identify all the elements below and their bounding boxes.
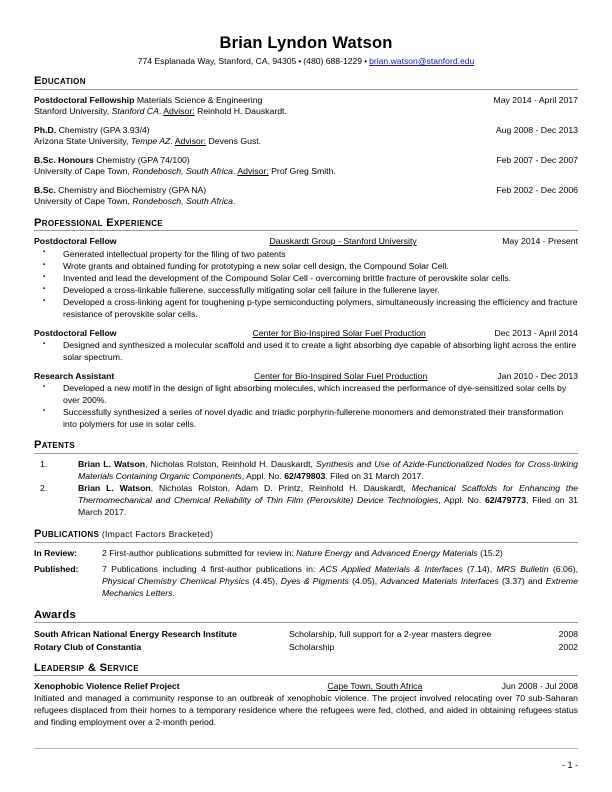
- education-entry-header: [34, 125, 578, 137]
- section-heading-patents: Patents: [34, 439, 578, 454]
- project-title: Xenophobic Violence Relief Project: [34, 681, 180, 692]
- experience-entry-header: [34, 328, 578, 340]
- list-item: ▪ Generated intellectual property for the filing of two patents: [34, 249, 578, 261]
- job-title: Postdoctoral Fellow: [34, 236, 117, 247]
- list-item: [34, 483, 578, 519]
- education-dates: Aug 2008 - Dec 2013: [495, 124, 578, 135]
- award-year: 2002: [558, 641, 578, 652]
- degree-name: Ph.D.: [34, 124, 57, 135]
- list-item: ▪ Developed a cross-linkable fullerene, successfully mitigating solar cell failure in the fullerene layer.: [34, 285, 578, 297]
- award-organization: Rotary Club of Constantia: [34, 641, 142, 652]
- job-dates: May 2014 - Present: [502, 236, 578, 247]
- patent-appl-label: , Appl. No.: [241, 470, 285, 481]
- phone-text: (480) 688-1229: [303, 56, 363, 66]
- job-title: Postdoctoral Fellow: [34, 327, 117, 338]
- patent-title: Mechanical Scaffolds for Enhancing the Thermomechanical and Chemical Reliability of Thin Film (Perovskite) Device Technologies: [78, 483, 578, 506]
- award-organization: South African National Energy Research Institute: [34, 629, 237, 640]
- journal-name: Advanced Energy Materials: [371, 547, 478, 558]
- experience-entry-header: [34, 236, 578, 248]
- institution-location: Rondebosch, South Africa: [132, 166, 233, 177]
- bullet-separator-icon: •: [298, 56, 302, 66]
- publication-detail: [102, 564, 578, 599]
- publication-row: [34, 548, 578, 560]
- patent-filed-date: , Filed on 31 March 2017.: [78, 495, 578, 518]
- section-heading-publications: [34, 528, 578, 543]
- institution-name: Arizona State University,: [34, 136, 131, 147]
- education-dates: May 2014 - April 2017: [493, 94, 578, 105]
- job-organization: Center for Bio-Inspired Solar Fuel Production: [253, 370, 428, 381]
- page-title: Brian Lyndon Watson: [219, 34, 393, 52]
- institution-tail: .: [170, 136, 175, 147]
- section-heading-leadership: Leadersip & Service: [34, 662, 578, 677]
- table-row: [34, 628, 578, 640]
- journal-name: Extreme Mechanics Letters: [102, 576, 579, 599]
- institution-tail: .: [232, 166, 238, 177]
- education-institution-line: [34, 136, 578, 147]
- patent-appl-label: , Appl. No.: [438, 495, 485, 506]
- degree-name: B.Sc.: [34, 184, 56, 195]
- publication-prefix: 7 Publications including 4 first-author publications in:: [102, 564, 320, 575]
- education-dates: Feb 2002 - Dec 2006: [496, 184, 578, 195]
- journal-name: MRS Bulletin: [496, 564, 549, 575]
- job-dates: Jan 2010 - Dec 2013: [497, 370, 578, 381]
- publication-detail: [102, 548, 578, 560]
- job-bullet-list: [34, 383, 578, 430]
- list-item: ▪ Invented and lead the development of the Compound Solar Cell - overcoming brittle fracture of perovskite solar cells.: [34, 273, 578, 285]
- publications-heading-text: Publications: [34, 528, 100, 540]
- table-row: [34, 641, 578, 653]
- job-dates: Dec 2013 - April 2014: [494, 327, 578, 338]
- awards-heading-text: Awards: [34, 608, 77, 621]
- experience-list: [34, 236, 578, 430]
- degree-field: Chemistry (GPA 3.93/4): [56, 124, 150, 135]
- journal-name: Nature Energy: [296, 547, 353, 558]
- email-link[interactable]: brian.watson@stanford.edu: [369, 56, 475, 66]
- job-bullet-list: [34, 249, 578, 321]
- publication-row: [34, 564, 578, 599]
- education-entry: [34, 95, 578, 118]
- education-degree-line: [34, 125, 496, 137]
- education-entry-header: [34, 185, 578, 197]
- list-item: ▪ Wrote grants and obtained funding for prototyping a new solar cell design, the Compound Solar Cell.: [34, 261, 578, 273]
- award-year: 2008: [558, 629, 578, 640]
- advisor-label: Advisor:: [163, 106, 195, 117]
- advisor-label: Advisor:: [237, 166, 269, 177]
- education-entry: [34, 125, 578, 148]
- institution-tail: .: [232, 196, 236, 207]
- impact-factor: (4.45),: [249, 576, 281, 587]
- page-number: - 1 -: [561, 760, 578, 770]
- education-entry: [34, 155, 578, 178]
- job-title: Research Assistant: [34, 370, 115, 381]
- education-degree-line: [34, 95, 493, 107]
- institution-tail: .: [158, 106, 164, 117]
- awards-list: [34, 628, 578, 652]
- publication-status-label: In Review:: [34, 547, 77, 558]
- project-location: Cape Town, South Africa: [327, 681, 423, 692]
- experience-entry: [34, 236, 578, 321]
- patent-application-number: 62/479773: [484, 495, 527, 506]
- address-text: 774 Esplanada Way, Stanford, CA, 94305: [137, 56, 297, 66]
- patent-coauthors: , Nicholas Rolston, Adam D. Printz, Reinhold H. Dauskardt,: [150, 483, 412, 494]
- patent-number: 2.: [40, 483, 48, 494]
- experience-entry: [34, 328, 578, 364]
- impact-factor: (3.37) and: [498, 576, 546, 587]
- education-institution-line: [34, 166, 578, 177]
- degree-field: Chemistry (GPA 74/100): [93, 154, 190, 165]
- patent-title: Synthesis and Use of Azide-Functionalized Nodes for Cross-linking Materials Containing Organic Components: [78, 458, 578, 481]
- job-organization: Center for Bio-Inspired Solar Fuel Production: [252, 327, 426, 338]
- institution-location: Tempe AZ: [130, 136, 171, 147]
- project-dates: Jun 2008 - Jul 2008: [501, 681, 578, 692]
- footer-divider: [34, 748, 578, 749]
- impact-factor: (15.2): [477, 547, 503, 558]
- degree-field: Materials Science & Engineering: [134, 94, 263, 105]
- publication-prefix: 2 First-author publications submitted for review in:: [102, 547, 297, 558]
- education-dates: Feb 2007 - Dec 2007: [496, 154, 578, 165]
- journal-joiner: and: [352, 547, 372, 558]
- patent-number: 1.: [40, 458, 48, 469]
- section-heading-experience: Professional Experience: [34, 217, 578, 232]
- patent-application-number: 62/479803: [284, 470, 326, 481]
- impact-factor: (6.06),: [548, 564, 578, 575]
- education-institution-line: [34, 106, 578, 117]
- patent-coauthors: , Nicholas Rolston, Reinhold H. Dauskardt,: [145, 458, 316, 469]
- education-degree-line: [34, 185, 496, 197]
- impact-factor: .: [172, 588, 175, 599]
- advisor-name: Devens Gust.: [206, 136, 262, 147]
- job-bullet-list: [34, 340, 578, 363]
- education-entry: [34, 185, 578, 208]
- list-item: ▪ Developed a cross-linking agent for toughening p-type semiconducting polymers, simultaneously increasing the efficiency and fracture resistance of perovskite solar cells.: [34, 297, 578, 320]
- leadership-entry-header: [34, 681, 578, 693]
- patent-lead-author: Brian L. Watson: [78, 483, 151, 494]
- education-list: [34, 95, 578, 208]
- publications-heading-note: (Impact Factors Bracketed): [99, 529, 214, 539]
- impact-factor: (4.05),: [348, 576, 381, 587]
- degree-field: Chemistry and Biochemistry (GPA NA): [55, 184, 207, 195]
- advisor-label: Advisor:: [174, 136, 207, 147]
- patents-list: [34, 459, 578, 519]
- award-description: Scholarship: [289, 641, 335, 652]
- journal-name: Physical Chemistry Chemical Physics: [102, 576, 250, 587]
- degree-name: B.Sc. Honours: [34, 154, 94, 165]
- list-item: [34, 459, 578, 483]
- experience-entry-header: [34, 371, 578, 383]
- institution-name: University of Cape Town,: [34, 196, 133, 207]
- journal-name: ACS Applied Materials & Interfaces: [319, 564, 463, 575]
- section-heading-awards: [34, 609, 578, 624]
- publication-status-label: Published:: [34, 564, 79, 575]
- institution-location: Rondebosch, South Africa: [132, 196, 233, 207]
- advisor-name: Reinhold H. Dauskardt.: [194, 106, 287, 117]
- contact-line: [34, 56, 578, 66]
- section-heading-education: Education: [34, 75, 578, 90]
- job-organization: Dauskardt Group - Stanford University: [269, 236, 417, 247]
- bullet-separator-icon-2: •: [364, 56, 368, 66]
- education-institution-line: [34, 196, 578, 207]
- institution-name: University of Cape Town,: [34, 166, 133, 177]
- journal-name: Dyes & Pigments: [280, 576, 349, 587]
- award-description: Scholarship, full support for a 2-year masters degree: [289, 629, 492, 640]
- institution-name: Stanford University,: [34, 106, 112, 117]
- education-entry-header: [34, 95, 578, 107]
- education-degree-line: [34, 155, 496, 167]
- list-item: ▪ Successfully synthesized a series of novel dyadic and triadic porphyrin-fullerene monomers and demonstrated their transformation into polymers for use in solar cells.: [34, 407, 578, 430]
- list-item: ▪ Designed and synthesized a molecular scaffold and used it to create a light absorbing dye capable of absorbing light across the entire solar spectrum.: [34, 340, 578, 363]
- degree-name: Postdoctoral Fellowship: [34, 94, 135, 105]
- patent-filed-date: . Filed on 31 March 2017.: [325, 470, 424, 481]
- patent-lead-author: Brian L. Watson: [78, 458, 146, 469]
- experience-entry: [34, 371, 578, 431]
- advisor-name: Prof Greg Smith.: [268, 166, 336, 177]
- education-entry-header: [34, 155, 578, 167]
- leadership-entry: [34, 681, 578, 728]
- project-description: Initiated and managed a community response to an outbreak of xenophobic violence. The project involved relocating over 70 sub-Saharan refugees displaced from their homes to a temporary residence where the refugees were fed, clothed, and aided in obtaining refugees status and finding employment over a 2-month period.: [34, 692, 578, 727]
- institution-location: Stanford CA: [111, 106, 159, 117]
- journal-name: Advanced Materials Interfaces: [380, 576, 499, 587]
- list-item: ▪ Developed a new motif in the design of light absorbing molecules, which increased the performance of dye-sensitized solar cells by over 200%.: [34, 383, 578, 406]
- impact-factor: (7.14),: [462, 564, 497, 575]
